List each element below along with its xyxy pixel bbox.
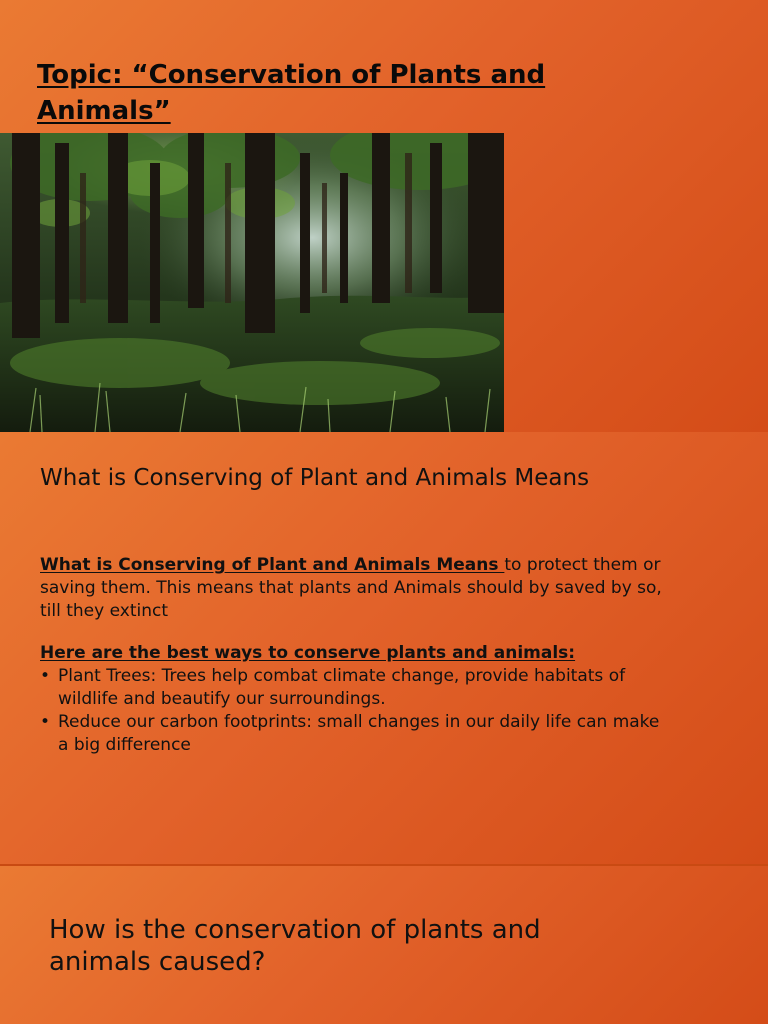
- slide-heading: How is the conservation of plants and animals caused?: [49, 915, 541, 977]
- bullet-icon: •: [40, 666, 51, 686]
- slide-heading: What is Conserving of Plant and Animals Means: [40, 465, 590, 491]
- ways-list: [40, 665, 680, 757]
- slide-title: Topic: “Conservation of Plants and Animals”: [37, 60, 546, 126]
- list-item-text: Plant Trees: Trees help combat climate change, provide habitats of wildlife and beautify our surroundings.: [58, 666, 626, 709]
- list-item: [40, 711, 668, 757]
- bullet-icon: •: [40, 712, 51, 732]
- slide-1: [0, 0, 768, 432]
- slide-2: [0, 432, 768, 864]
- definition-text: to protect them or saving them. This means that plants and Animals should by saved by so, till they extinct: [40, 555, 662, 621]
- list-item: [40, 665, 668, 711]
- definition-paragraph: [40, 554, 680, 623]
- slide-body: [40, 554, 680, 757]
- slide-3: [0, 866, 768, 1024]
- definition-lead: What is Conserving of Plant and Animals Means: [40, 555, 505, 575]
- ways-heading: Here are the best ways to conserve plants and animals:: [40, 643, 576, 663]
- forest-photo: [0, 133, 504, 432]
- list-item-text: Reduce our carbon footprints: small changes in our daily life can make a big difference: [58, 712, 660, 755]
